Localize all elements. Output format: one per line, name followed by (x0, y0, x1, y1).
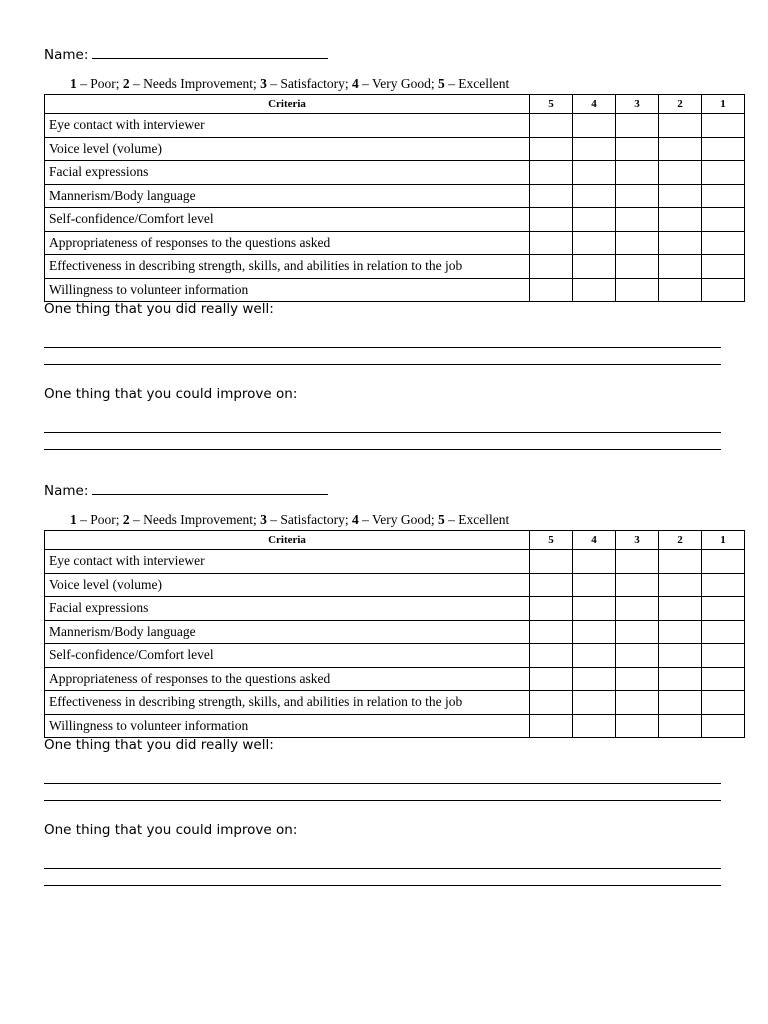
legend-num-2: 2 (122, 512, 130, 527)
prompt-did-well: One thing that you did really well: (44, 301, 274, 317)
score-cell-5[interactable] (530, 137, 573, 161)
score-cell-2[interactable] (659, 255, 702, 279)
score-cell-2[interactable] (659, 714, 702, 738)
score-cell-4[interactable] (573, 161, 616, 185)
score-cell-5[interactable] (530, 161, 573, 185)
score-cell-1[interactable] (702, 714, 745, 738)
table-header-row (45, 531, 745, 550)
score-cell-5[interactable] (530, 255, 573, 279)
score-cell-5[interactable] (530, 573, 573, 597)
score-cell-1[interactable] (702, 255, 745, 279)
score-cell-4[interactable] (573, 114, 616, 138)
criterion-label: Facial expressions (45, 161, 530, 185)
score-cell-1[interactable] (702, 667, 745, 691)
score-cell-4[interactable] (573, 255, 616, 279)
name-blank[interactable] (92, 480, 328, 495)
score-cell-4[interactable] (573, 231, 616, 255)
score-cell-5[interactable] (530, 184, 573, 208)
criterion-label: Mannerism/Body language (45, 620, 530, 644)
score-cell-2[interactable] (659, 137, 702, 161)
score-cell-4[interactable] (573, 620, 616, 644)
score-cell-2[interactable] (659, 184, 702, 208)
score-cell-5[interactable] (530, 691, 573, 715)
score-cell-5[interactable] (530, 550, 573, 574)
answer-line-did-well-1[interactable] (44, 331, 721, 348)
score-cell-4[interactable] (573, 208, 616, 232)
legend-num-5: 5 (437, 512, 445, 527)
score-cell-2[interactable] (659, 644, 702, 668)
score-cell-3[interactable] (616, 573, 659, 597)
evaluation-form-2 (44, 480, 744, 886)
score-cell-4[interactable] (573, 644, 616, 668)
legend-text-excellent: – Excellent (444, 512, 510, 527)
table-row (45, 231, 745, 255)
score-cell-4[interactable] (573, 550, 616, 574)
score-cell-3[interactable] (616, 644, 659, 668)
score-cell-2[interactable] (659, 278, 702, 302)
table-row (45, 255, 745, 279)
score-cell-3[interactable] (616, 691, 659, 715)
answer-line-improve-1[interactable] (44, 416, 721, 433)
criterion-label: Effectiveness in describing strength, skills, and abilities in relation to the job (45, 255, 530, 279)
score-cell-2[interactable] (659, 208, 702, 232)
score-cell-4[interactable] (573, 691, 616, 715)
legend-text-needs-improvement: – Needs Improvement; (129, 76, 261, 91)
score-cell-5[interactable] (530, 714, 573, 738)
name-label: Name: (44, 483, 89, 499)
score-cell-5[interactable] (530, 597, 573, 621)
criteria-header: Criteria (45, 95, 530, 114)
legend-num-1: 1 (70, 76, 77, 91)
score-header-3: 3 (616, 95, 659, 114)
score-cell-1[interactable] (702, 550, 745, 574)
criteria-header: Criteria (45, 531, 530, 550)
score-cell-2[interactable] (659, 573, 702, 597)
legend-text-poor: – Poor; (76, 76, 123, 91)
criterion-label: Willingness to volunteer information (45, 714, 530, 738)
score-cell-4[interactable] (573, 597, 616, 621)
table-row (45, 714, 745, 738)
answer-line-improve-1[interactable] (44, 852, 721, 869)
legend-text-satisfactory: – Satisfactory; (266, 76, 352, 91)
score-header-2: 2 (659, 531, 702, 550)
name-blank[interactable] (92, 44, 328, 59)
table-row (45, 644, 745, 668)
answer-line-did-well-1[interactable] (44, 767, 721, 784)
score-header-1: 1 (702, 531, 745, 550)
answer-line-improve-2[interactable] (44, 869, 721, 886)
name-label: Name: (44, 47, 89, 63)
legend-text-very-good: – Very Good; (358, 76, 438, 91)
legend-num-3: 3 (260, 76, 267, 91)
legend-num-2: 2 (122, 76, 130, 91)
score-cell-1[interactable] (702, 208, 745, 232)
answer-line-did-well-2[interactable] (44, 348, 721, 365)
score-cell-1[interactable] (702, 597, 745, 621)
score-header-1: 1 (702, 95, 745, 114)
criteria-table (44, 94, 745, 302)
legend-num-3: 3 (260, 512, 267, 527)
legend-text-needs-improvement: – Needs Improvement; (129, 512, 261, 527)
table-row (45, 597, 745, 621)
score-header-2: 2 (659, 95, 702, 114)
table-row (45, 184, 745, 208)
score-header-4: 4 (573, 531, 616, 550)
criterion-label: Eye contact with interviewer (45, 114, 530, 138)
score-cell-5[interactable] (530, 278, 573, 302)
score-cell-1[interactable] (702, 644, 745, 668)
legend-num-1: 1 (70, 512, 77, 527)
score-cell-1[interactable] (702, 278, 745, 302)
score-cell-3[interactable] (616, 550, 659, 574)
score-cell-4[interactable] (573, 573, 616, 597)
table-row (45, 278, 745, 302)
criterion-label: Self-confidence/Comfort level (45, 208, 530, 232)
criterion-label: Effectiveness in describing strength, skills, and abilities in relation to the job (45, 691, 530, 715)
criterion-label: Willingness to volunteer information (45, 278, 530, 302)
score-cell-4[interactable] (573, 667, 616, 691)
criterion-label: Voice level (volume) (45, 573, 530, 597)
score-cell-3[interactable] (616, 184, 659, 208)
table-row (45, 161, 745, 185)
criterion-label: Eye contact with interviewer (45, 550, 530, 574)
legend-text-very-good: – Very Good; (358, 512, 438, 527)
table-header-row (45, 95, 745, 114)
score-cell-2[interactable] (659, 161, 702, 185)
score-cell-1[interactable] (702, 161, 745, 185)
name-row (44, 44, 744, 64)
name-row (44, 480, 744, 500)
table-row (45, 667, 745, 691)
evaluation-form-1 (44, 44, 744, 450)
rating-legend (70, 511, 744, 529)
score-cell-1[interactable] (702, 231, 745, 255)
legend-num-4: 4 (351, 76, 359, 91)
score-cell-5[interactable] (530, 667, 573, 691)
score-cell-3[interactable] (616, 620, 659, 644)
score-cell-3[interactable] (616, 714, 659, 738)
prompt-did-well: One thing that you did really well: (44, 737, 274, 753)
score-cell-5[interactable] (530, 231, 573, 255)
score-header-4: 4 (573, 95, 616, 114)
score-cell-2[interactable] (659, 620, 702, 644)
table-row (45, 137, 745, 161)
score-cell-1[interactable] (702, 620, 745, 644)
legend-text-satisfactory: – Satisfactory; (266, 512, 352, 527)
score-cell-4[interactable] (573, 714, 616, 738)
score-cell-1[interactable] (702, 573, 745, 597)
score-header-3: 3 (616, 531, 659, 550)
score-cell-4[interactable] (573, 184, 616, 208)
score-cell-3[interactable] (616, 278, 659, 302)
table-row (45, 550, 745, 574)
score-cell-2[interactable] (659, 667, 702, 691)
table-row (45, 691, 745, 715)
score-cell-3[interactable] (616, 161, 659, 185)
score-cell-5[interactable] (530, 208, 573, 232)
criteria-table (44, 530, 745, 738)
score-header-5: 5 (530, 531, 573, 550)
score-cell-1[interactable] (702, 691, 745, 715)
criterion-label: Appropriateness of responses to the questions asked (45, 231, 530, 255)
score-cell-2[interactable] (659, 691, 702, 715)
criterion-label: Facial expressions (45, 597, 530, 621)
score-cell-5[interactable] (530, 620, 573, 644)
score-cell-3[interactable] (616, 231, 659, 255)
table-row (45, 620, 745, 644)
score-cell-5[interactable] (530, 644, 573, 668)
legend-num-4: 4 (351, 512, 359, 527)
criterion-label: Voice level (volume) (45, 137, 530, 161)
score-cell-1[interactable] (702, 114, 745, 138)
table-row (45, 573, 745, 597)
prompt-improve: One thing that you could improve on: (44, 386, 298, 402)
answer-line-improve-2[interactable] (44, 433, 721, 450)
score-cell-5[interactable] (530, 114, 573, 138)
score-cell-3[interactable] (616, 137, 659, 161)
table-row (45, 114, 745, 138)
score-cell-1[interactable] (702, 137, 745, 161)
legend-num-5: 5 (437, 76, 445, 91)
rating-legend (70, 75, 744, 93)
score-cell-2[interactable] (659, 550, 702, 574)
score-header-5: 5 (530, 95, 573, 114)
table-row (45, 208, 745, 232)
prompt-improve: One thing that you could improve on: (44, 822, 298, 838)
score-cell-3[interactable] (616, 667, 659, 691)
legend-text-poor: – Poor; (76, 512, 123, 527)
answer-line-did-well-2[interactable] (44, 784, 721, 801)
legend-text-excellent: – Excellent (444, 76, 510, 91)
score-cell-3[interactable] (616, 597, 659, 621)
criterion-label: Mannerism/Body language (45, 184, 530, 208)
score-cell-4[interactable] (573, 137, 616, 161)
score-cell-3[interactable] (616, 114, 659, 138)
score-cell-1[interactable] (702, 184, 745, 208)
score-cell-3[interactable] (616, 208, 659, 232)
score-cell-3[interactable] (616, 255, 659, 279)
score-cell-2[interactable] (659, 114, 702, 138)
score-cell-4[interactable] (573, 278, 616, 302)
criterion-label: Self-confidence/Comfort level (45, 644, 530, 668)
criterion-label: Appropriateness of responses to the questions asked (45, 667, 530, 691)
score-cell-2[interactable] (659, 597, 702, 621)
score-cell-2[interactable] (659, 231, 702, 255)
